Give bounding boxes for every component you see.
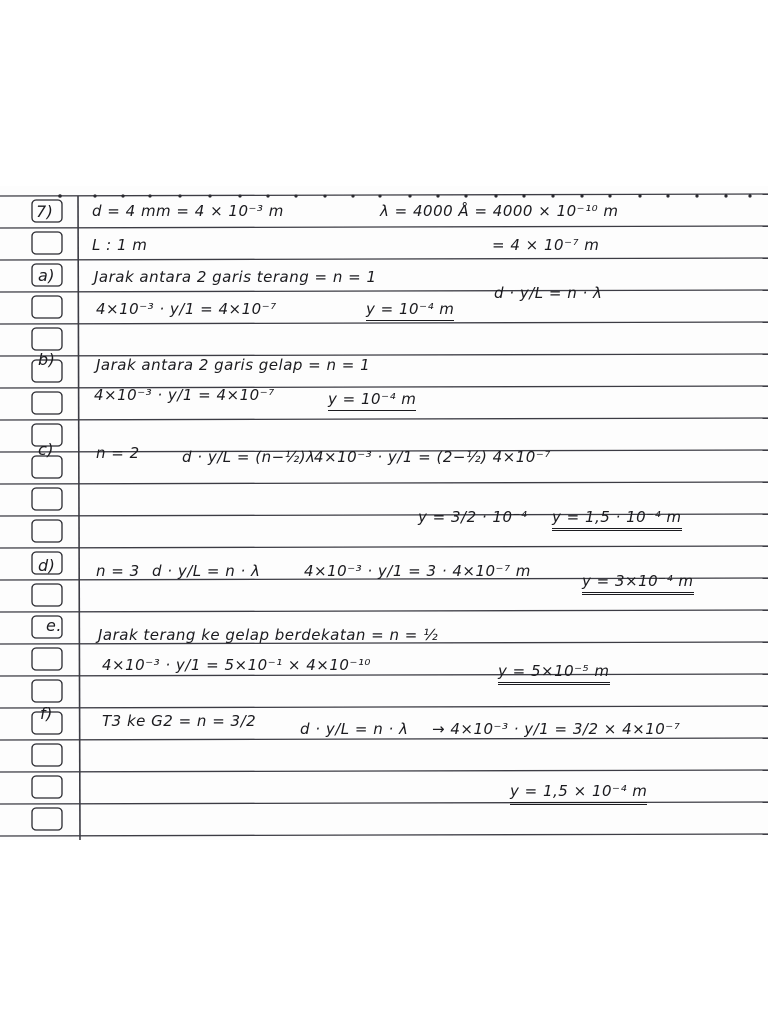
equation-line: d · y/L = n · λ [494,284,603,302]
equation-line: → 4×10⁻³ · y/1 = 3/2 × 4×10⁻⁷ [432,720,681,738]
equation-line: 4×10⁻³ · y/1 = 3 · 4×10⁻⁷ m [304,562,531,580]
equation-line: λ = 4000 Å = 4000 × 10⁻¹⁰ m [380,202,619,220]
problem-label: 7) [36,202,54,221]
notebook-page [0,186,768,840]
problem-label: d) [38,556,56,575]
equation-line: 4×10⁻³ · y/1 = 4×10⁻⁷ [94,386,275,404]
equation-line: = 4 × 10⁻⁷ m [492,236,600,254]
equation-line: n = 3 [96,562,140,580]
equation-line: d · y/L = (n−½)λ [182,448,316,466]
problem-label: e. [46,616,62,635]
answer-line: y = 3×10⁻⁴ m [582,574,694,595]
answer-line: y = 10⁻⁴ m [328,392,416,411]
equation-line: d · y/L = n · λ [300,720,409,738]
answer-line: y = 1,5 · 10⁻⁴ m [552,510,682,531]
equation-line: Jarak antara 2 garis terang = n = 1 [94,268,377,286]
equation-line: d · y/L = n · λ [152,562,261,580]
problem-label: f) [40,704,53,723]
problem-label: a) [38,266,56,285]
equation-line: n = 2 [96,444,140,462]
equation-line: T3 ke G2 = n = 3/2 [102,712,257,730]
equation-line: 4×10⁻³ · y/1 = (2−½) 4×10⁻⁷ [314,448,551,466]
equation-line: Jarak antara 2 garis gelap = n = 1 [96,356,371,374]
equation-line: y = 3/2 · 10⁻⁴ [418,508,528,526]
equation-line: 4×10⁻³ · y/1 = 5×10⁻¹ × 4×10⁻¹⁰ [102,656,371,674]
answer-line: y = 5×10⁻⁵ m [498,664,610,685]
answer-line: y = 10⁻⁴ m [366,302,454,321]
problem-label: c) [38,440,55,459]
equation-line: 4×10⁻³ · y/1 = 4×10⁻⁷ [96,300,277,318]
answer-line: y = 1,5 × 10⁻⁴ m [510,784,647,805]
equation-line: d = 4 mm = 4 × 10⁻³ m [92,202,284,220]
problem-label: b) [38,350,56,369]
equation-line: L : 1 m [92,236,148,254]
equation-line: Jarak terang ke gelap berdekatan = n = ½ [98,626,439,644]
